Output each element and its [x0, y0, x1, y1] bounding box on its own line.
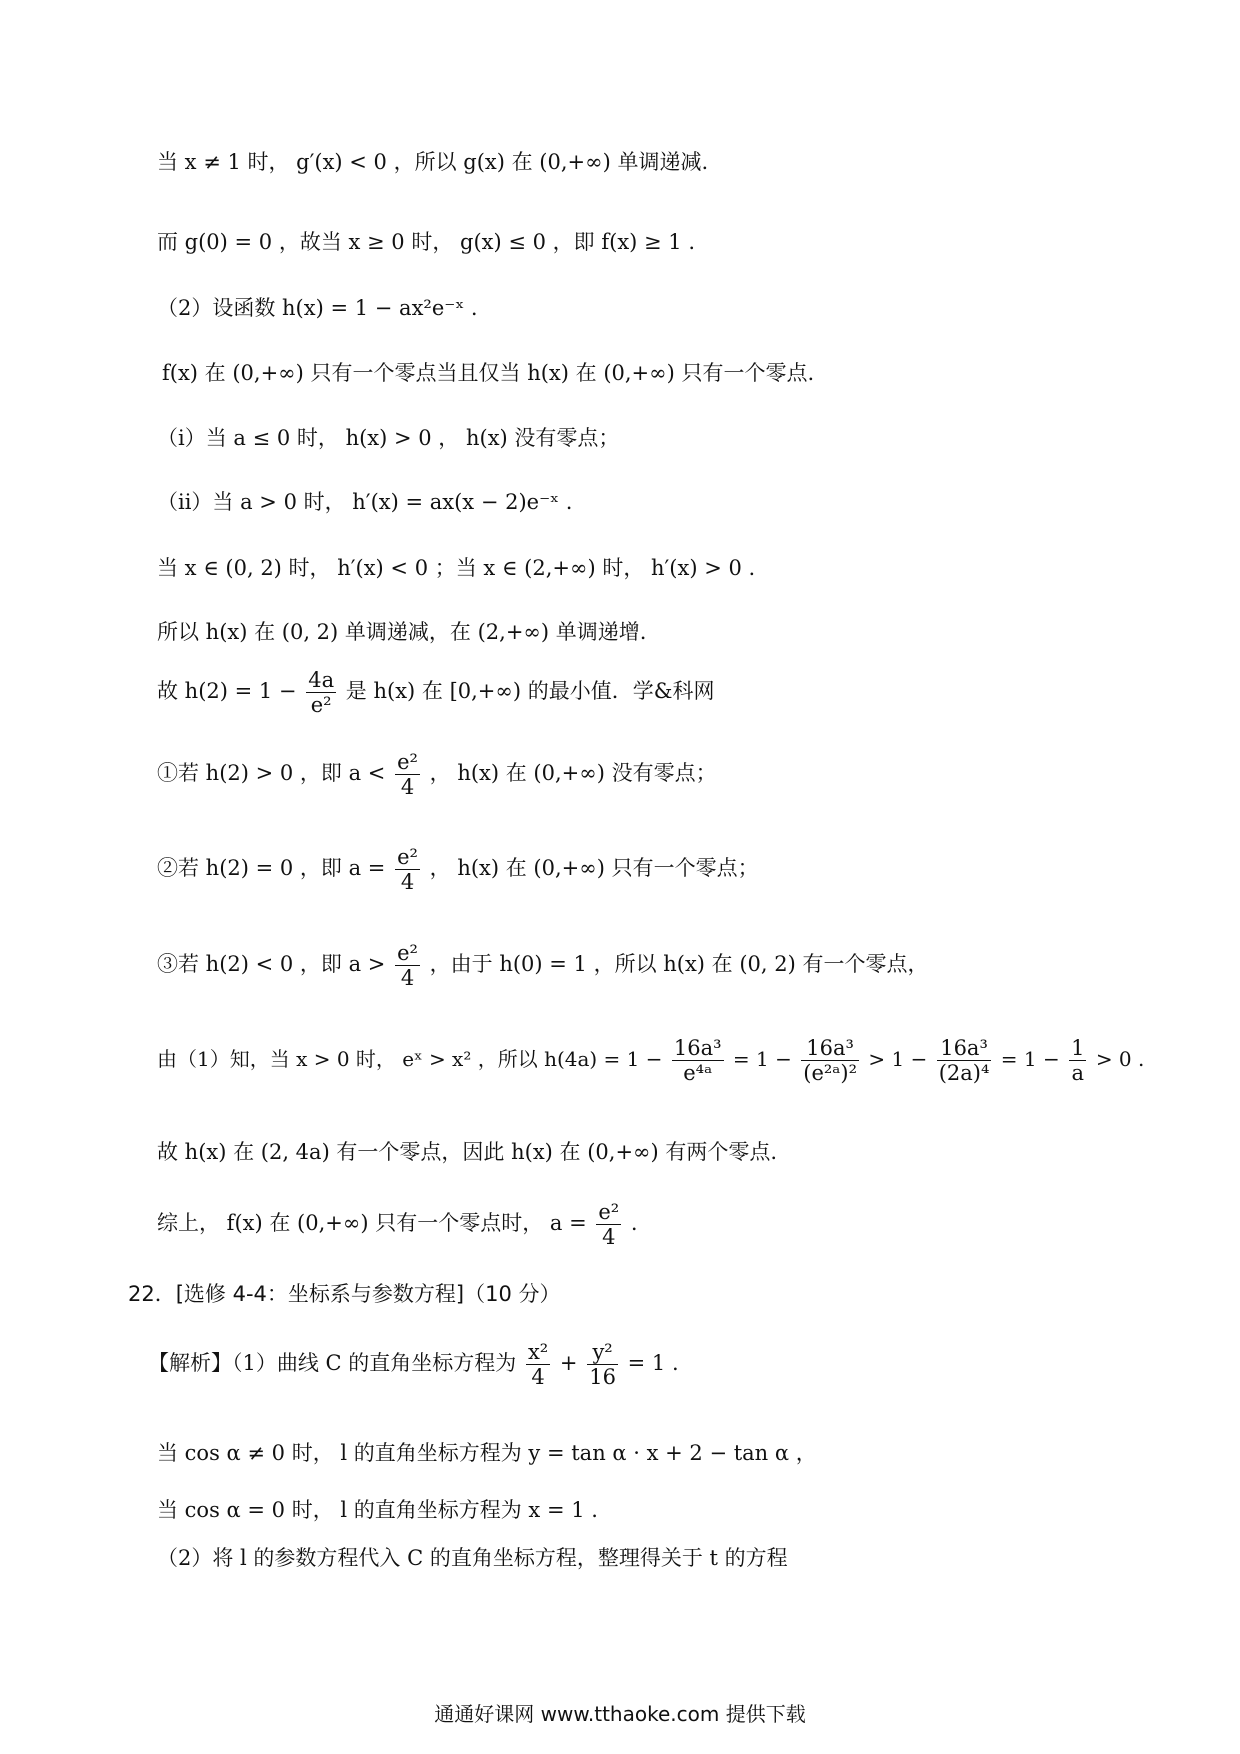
fraction-e2-over-4 [395, 845, 420, 894]
fraction-denominator: 4 [602, 1225, 616, 1250]
fraction-denominator: (e²ᵃ)² [803, 1061, 858, 1086]
fraction-numerator: e² [397, 750, 418, 774]
fraction-denominator: a [1071, 1061, 1085, 1086]
text-line-3: （2）设函数 h(x) = 1 − ax²e⁻ˣ . [157, 296, 478, 320]
fraction-numerator: 16a³ [937, 1036, 992, 1061]
fraction-numerator: x² [527, 1340, 549, 1364]
text-line-14: 故 h(x) 在 (2, 4a) 有一个零点，因此 h(x) 在 (0,+∞) 有两个零点. [157, 1140, 778, 1164]
operator: + [559, 1351, 578, 1376]
fraction-16a3-over-2a-fourth [937, 1036, 992, 1085]
text-line-11 [157, 845, 759, 894]
fraction-1-over-a [1069, 1036, 1086, 1085]
fraction-numerator: e² [397, 845, 418, 869]
fraction-4a-over-e2 [306, 668, 336, 717]
text-line-1: 当 x ≠ 1 时， g′(x) < 0 ，所以 g(x) 在 (0,+∞) 单调递减. [157, 150, 709, 174]
text-line-6: （ii）当 a > 0 时， h′(x) = ax(x − 2)e⁻ˣ . [157, 490, 573, 514]
fraction-e2-over-4 [395, 750, 420, 799]
text-line-18: 当 cos α ≠ 0 时， l 的直角坐标方程为 y = tan α · x + 2 − tan α ， [157, 1441, 817, 1465]
line-10-prefix: ①若 h(2) > 0 ，即 a < [157, 761, 386, 786]
operator: > 1 − [868, 1047, 928, 1072]
text-line-13 [157, 1036, 1144, 1085]
text-line-5: （i）当 a ≤ 0 时， h(x) > 0 ， h(x) 没有零点； [157, 426, 620, 450]
line-11-prefix: ②若 h(2) = 0 ，即 a = [157, 856, 386, 881]
fraction-numerator: e² [598, 1200, 620, 1224]
line-10-suffix: ， h(x) 在 (0,+∞) 没有零点； [429, 761, 717, 786]
operator: = 1 − [1000, 1047, 1060, 1072]
fraction-denominator: 4 [400, 870, 415, 895]
page-footer: 通通好课网 www.tthaoke.com 提供下载 [434, 1702, 806, 1726]
text-line-2: 而 g(0) = 0 ，故当 x ≥ 0 时， g(x) ≤ 0 ，即 f(x) ≥ 1 . [157, 230, 696, 254]
fraction-numerator: 4a [308, 668, 335, 692]
text-line-10 [157, 750, 717, 799]
line-15-prefix: 综上， f(x) 在 (0,+∞) 只有一个零点时， a = [157, 1211, 587, 1236]
line-15-suffix: . [630, 1211, 638, 1236]
text-line-20: （2）将 l 的参数方程代入 C 的直角坐标方程，整理得关于 t 的方程 [157, 1546, 788, 1570]
fraction-e2-over-4 [596, 1200, 621, 1249]
line-12-prefix: ③若 h(2) < 0 ，即 a > [157, 952, 386, 977]
fraction-numerator: 1 [1071, 1036, 1085, 1060]
line-13-prefix: 由（1）知，当 x > 0 时， eˣ > x² ，所以 h(4a) = 1 − [157, 1047, 663, 1072]
line-13-suffix: > 0 . [1095, 1047, 1145, 1072]
fraction-denominator: (2a)⁴ [938, 1061, 990, 1086]
line-11-suffix: ， h(x) 在 (0,+∞) 只有一个零点； [429, 856, 759, 881]
line-17-suffix: = 1 . [627, 1351, 679, 1376]
fraction-numerator: 16a³ [801, 1036, 859, 1061]
fraction-x2-over-4 [526, 1340, 550, 1389]
fraction-y2-over-16 [587, 1340, 618, 1389]
fraction-denominator: 4 [531, 1365, 545, 1390]
fraction-numerator: e² [397, 941, 418, 965]
text-line-19: 当 cos α = 0 时， l 的直角坐标方程为 x = 1 . [157, 1498, 598, 1522]
text-line-17 [148, 1340, 679, 1389]
line-17-prefix: 【解析】（1）曲线 C 的直角坐标方程为 [148, 1351, 517, 1376]
fraction-denominator: e⁴ᵃ [683, 1061, 713, 1086]
text-line-9 [157, 668, 714, 717]
fraction-denominator: 16 [589, 1365, 616, 1390]
fraction-denominator: 4 [400, 966, 415, 991]
fraction-denominator: 4 [400, 775, 415, 800]
fraction-e2-over-4 [395, 941, 420, 990]
text-line-4: f(x) 在 (0,+∞) 只有一个零点当且仅当 h(x) 在 (0,+∞) 只有一个零点. [162, 361, 815, 385]
operator: = 1 − [732, 1047, 792, 1072]
section-heading-22: 22．[选修 4-4：坐标系与参数方程]（10 分） [128, 1282, 561, 1306]
text-line-8: 所以 h(x) 在 (0, 2) 单调递减，在 (2,+∞) 单调递增. [157, 620, 647, 644]
fraction-numerator: 16a³ [673, 1036, 722, 1060]
text-line-12 [157, 941, 928, 990]
fraction-numerator: y² [587, 1340, 618, 1365]
line-9-prefix: 故 h(2) = 1 − [157, 679, 297, 704]
text-line-15 [157, 1200, 638, 1249]
line-9-suffix: 是 h(x) 在 [0,+∞) 的最小值．学&科网 [345, 679, 715, 704]
fraction-denominator: e² [310, 693, 332, 718]
text-line-7: 当 x ∈ (0, 2) 时， h′(x) < 0 ；当 x ∈ (2,+∞) 时， h′(x) > 0 . [157, 556, 756, 580]
fraction-16a3-over-e2a-squared [801, 1036, 859, 1085]
fraction-16a3-over-e4a [672, 1036, 724, 1085]
line-12-suffix: ，由于 h(0) = 1 ，所以 h(x) 在 (0, 2) 有一个零点， [429, 952, 929, 977]
